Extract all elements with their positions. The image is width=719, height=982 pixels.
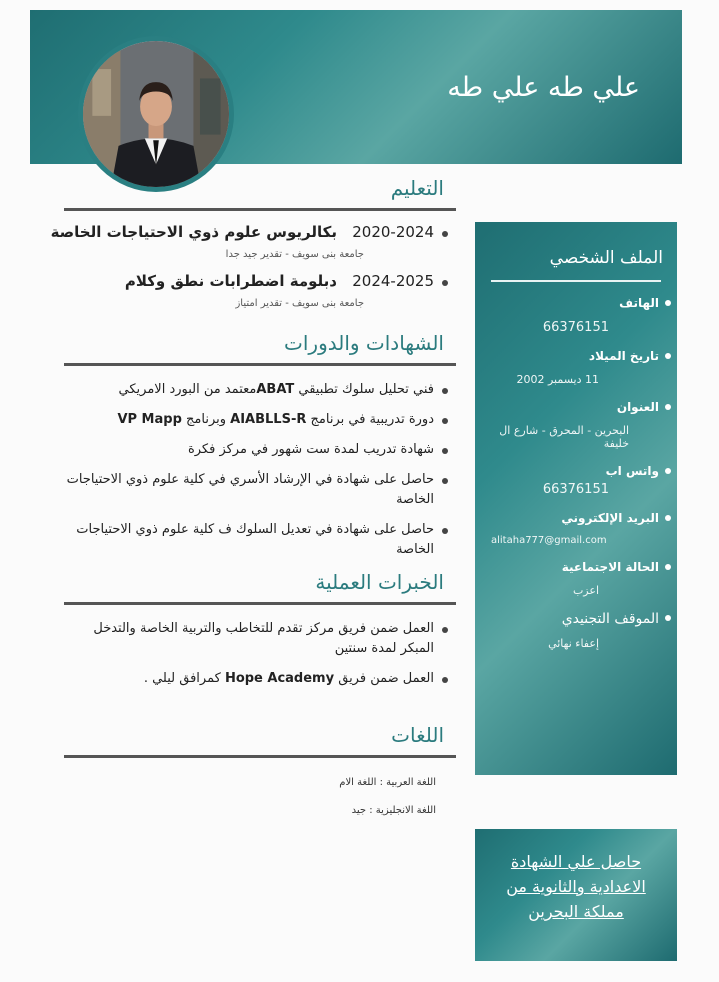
education-detail: جامعة بنى سويف - تقدير امتياز: [235, 298, 364, 309]
education-degree: بكالريوس علوم ذوي الاحتياجات الخاصة: [50, 223, 337, 241]
profile-field-birthdate: [475, 349, 677, 386]
field-label: الموقف التجنيدي: [475, 611, 659, 627]
language-item: اللغة العربية : اللغة الام: [339, 777, 436, 788]
field-value: 66376151: [542, 320, 609, 335]
profile-field-military: [475, 611, 677, 650]
education-section: [50, 176, 456, 309]
bullet-icon: [442, 280, 448, 286]
education-line: [56, 272, 434, 290]
languages-list: [56, 774, 456, 820]
panel-divider: [491, 280, 661, 282]
profile-field-address: [475, 400, 677, 450]
education-detail: جامعة بنى سويف - تقدير جيد جدا: [225, 249, 364, 260]
education-item: [50, 223, 456, 260]
bullet-icon: [442, 231, 448, 237]
note-panel: [475, 829, 677, 961]
section-divider: [64, 755, 456, 758]
education-item: [56, 272, 456, 309]
field-value: alitaha777@gmail.com: [491, 535, 607, 546]
field-value: اعزب: [572, 584, 599, 597]
list-item: العمل ضمن فريق مركز تقدم للتخاطب والتربية الخاصة والتدخل المبكر لمدة سنتين: [56, 619, 456, 659]
list-item: حاصل على شهادة في تعديل السلوك ف كلية علوم ذوي الاحتياجات الخاصة: [56, 520, 456, 560]
field-value: 11 ديسمبر 2002: [516, 373, 599, 386]
field-value: 66376151: [542, 482, 609, 497]
section-divider: [64, 208, 456, 211]
language-item: اللغة الانجليزية : جيد: [351, 805, 436, 816]
profile-field-phone: [475, 296, 677, 335]
list-item: العمل ضمن فريق Hope Academy كمرافق ليلي .: [56, 669, 456, 689]
list-item: دورة تدريبية في برنامج AIABLLS-R وبرنامج VP Mapp: [56, 410, 456, 430]
list-item: فني تحليل سلوك تطبيقي ABATمعتمد من البورد الامريكي: [56, 380, 456, 400]
list-item: حاصل على شهادة في الإرشاد الأسري في كلية علوم ذوي الاحتياجات الخاصة: [56, 470, 456, 510]
field-label: الهاتف: [475, 296, 659, 310]
profile-field-whatsapp: [475, 464, 677, 497]
certificates-list: [56, 380, 456, 560]
field-label: تاريخ الميلاد: [475, 349, 659, 363]
field-label: العنوان: [475, 400, 659, 414]
field-value: إعفاء نهائي: [548, 637, 599, 650]
field-label: واتس اب: [475, 464, 659, 478]
education-line: [50, 223, 434, 241]
education-degree: دبلومة اضطرابات نطق وكلام: [124, 272, 337, 290]
note-text: حاصل علي الشهادة الاعدادية والثانوية من مملكة البحرين: [506, 852, 646, 921]
experience-title: الخبرات العملية: [315, 570, 444, 594]
profile-panel: [475, 222, 677, 775]
experience-list: [56, 619, 456, 689]
education-title: التعليم: [390, 176, 444, 200]
list-item: شهادة تدريب لمدة ست شهور في مركز فكرة: [56, 440, 456, 460]
education-years: 2024-2025: [352, 272, 434, 290]
section-divider: [64, 602, 456, 605]
experience-section: [56, 570, 456, 689]
field-label: البريد الإلكتروني: [475, 511, 659, 525]
certificates-title: الشهادات والدورات: [284, 331, 444, 355]
profile-field-email: [475, 511, 677, 546]
education-years: 2020-2024: [352, 223, 434, 241]
section-divider: [64, 363, 456, 366]
profile-field-marital: [475, 560, 677, 597]
profile-title: الملف الشخصي: [549, 248, 663, 268]
candidate-name: علي طه علي طه: [447, 72, 640, 103]
languages-section: [56, 723, 456, 820]
certificates-section: [56, 331, 456, 560]
field-label: الحالة الاجتماعية: [475, 560, 659, 574]
field-value: البحرين - المحرق - شارع ال خليفة: [499, 424, 629, 450]
profile-photo: [78, 36, 234, 192]
languages-title: اللغات: [391, 723, 444, 747]
main-column: [50, 176, 456, 820]
person-photo-icon: [83, 41, 229, 187]
